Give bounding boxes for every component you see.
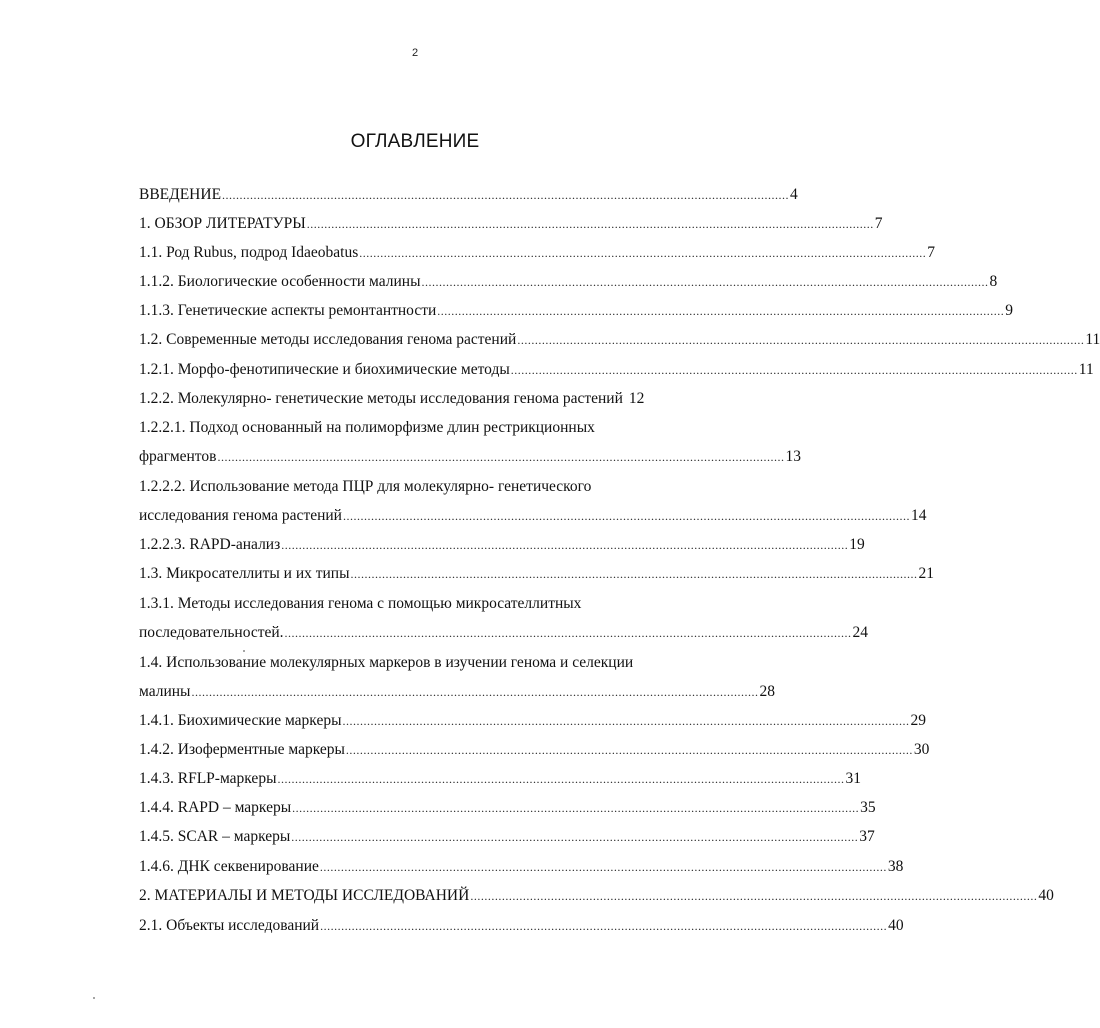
toc-entry-text: 1.3. Микросателлиты и их типы	[139, 565, 350, 582]
toc-entry-1-4-3[interactable]	[139, 768, 861, 790]
toc-entry-text: 1.4.4. RAPD – маркеры	[139, 799, 292, 816]
toc-entry-1-2-1[interactable]	[139, 359, 1094, 381]
toc-entry-page: 40	[888, 917, 904, 934]
toc-entry-text: 1.4.3. RFLP-маркеры	[139, 770, 277, 787]
toc-entry-1-4[interactable]	[139, 681, 775, 703]
toc-entry-page: 14	[910, 507, 927, 524]
toc-entry-text: 2. МАТЕРИАЛЫ И МЕТОДЫ ИССЛЕДОВАНИЙ	[139, 887, 470, 904]
toc-entry-introduction[interactable]	[139, 184, 798, 206]
leader-dots: ..................................................................................................................................................................	[350, 567, 918, 581]
toc-entry-text: 1.1. Род Rubus, подрод Idaeobatus	[139, 244, 359, 261]
scan-artifact	[93, 997, 95, 999]
toc-entry-text: 1.2.2.3. RAPD-анализ	[139, 536, 281, 553]
toc-entry-text: 1.4.1. Биохимические маркеры	[139, 712, 342, 729]
toc-entry-1-4-1[interactable]	[139, 710, 926, 732]
scan-artifact	[243, 650, 245, 652]
leader-dots: ..................................................................................................................................................................	[342, 714, 910, 728]
toc-entry-text: 1.2.2. Молекулярно- генетические методы исследования генома растений	[139, 390, 623, 407]
toc-entry-page: 29	[910, 712, 926, 729]
toc-entry-text: 1. ОБЗОР ЛИТЕРАТУРЫ	[139, 215, 306, 232]
toc-entry-text: исследования генома растений	[139, 507, 342, 524]
toc-entry-1-2-2-2[interactable]	[139, 505, 927, 527]
toc-entry-1-3-1[interactable]	[139, 622, 869, 644]
toc-entry-page: 28	[759, 683, 775, 700]
leader-dots: ..................................................................................................................................................................	[342, 509, 910, 523]
toc-entry-2-1[interactable]	[139, 915, 904, 937]
toc-entry-text: малины	[139, 683, 191, 700]
toc-entry-text: ВВЕДЕНИЕ	[139, 186, 222, 203]
toc-entry-text: 2.1. Объекты исследований	[139, 917, 320, 934]
toc-entry-page: 4	[790, 186, 798, 203]
leader-dots: ..................................................................................................................................................................	[292, 801, 860, 815]
leader-dots: ..................................................................................................................................................................	[320, 919, 888, 933]
toc-entry-1-2-2-1-line1[interactable]	[139, 417, 710, 439]
leader-dots: ..................................................................................................................................................................	[345, 743, 913, 757]
leader-dots: ..................................................................................................................................................................	[291, 830, 859, 844]
toc-entry-1-3[interactable]	[139, 563, 935, 585]
toc-entry-1-4-5[interactable]	[139, 826, 875, 848]
toc-entry-1-2-2-1[interactable]	[139, 446, 801, 468]
toc-entry-1-4-2[interactable]	[139, 739, 930, 761]
toc-entry-1-2[interactable]	[139, 329, 1100, 351]
toc-entry-page: 24	[852, 624, 869, 641]
toc-entry-page: 12	[628, 390, 645, 407]
toc-entry-page: 7	[927, 244, 935, 261]
toc-entry-1-2-2[interactable]	[139, 388, 710, 410]
toc-entry-page: 9	[1005, 302, 1014, 319]
toc-entry-page: 37	[859, 828, 875, 845]
toc-entry-1-3-1-line1[interactable]	[139, 593, 710, 615]
toc-entry-1-1-3[interactable]	[139, 300, 1014, 322]
toc-entry-page: 11	[1085, 331, 1100, 348]
toc-entry-text: 1.4. Использование молекулярных маркеров в изучении генома и селекции	[139, 654, 634, 671]
page-number: 2	[411, 47, 419, 59]
toc-entry-page: 19	[849, 536, 865, 553]
toc-entry-page: 31	[845, 770, 861, 787]
page-title: ОГЛАВЛЕНИЕ	[350, 131, 480, 152]
toc-entry-text: фрагментов	[139, 448, 217, 465]
toc-entry-text: 1.2.2.1. Подход основанный на полиморфизме длин рестрикционных	[139, 419, 595, 436]
toc-entry-page: 21	[918, 565, 935, 582]
leader-dots: ..................................................................................................................................................................	[191, 685, 759, 699]
toc-entry-text: 1.1.2. Биологические особенности малины	[139, 273, 421, 290]
leader-dots: ..................................................................................................................................................................	[277, 772, 845, 786]
toc-entry-page: 38	[887, 858, 904, 875]
toc-entry-text: 1.4.5. SCAR – маркеры	[139, 828, 291, 845]
toc-entry-page: 40	[1038, 887, 1054, 904]
toc-entry-2[interactable]	[139, 885, 1054, 907]
leader-dots: ..................................................................................................................................................................	[421, 275, 989, 289]
toc-entry-page: 30	[913, 741, 930, 758]
toc-entry-1-4-6[interactable]	[139, 856, 904, 878]
toc-entry-page: 13	[785, 448, 801, 465]
toc-entry-text: последовательностей.	[139, 624, 284, 641]
toc-entry-1-4-4[interactable]	[139, 797, 876, 819]
toc-entry-1-2-2-3[interactable]	[139, 534, 865, 556]
toc-entry-page: 8	[989, 273, 998, 290]
leader-dots: ..................................................................................................................................................................	[517, 333, 1085, 347]
leader-dots: ..................................................................................................................................................................	[284, 626, 852, 640]
leader-dots: ..................................................................................................................................................................	[217, 450, 785, 464]
toc-entry-1-1[interactable]	[139, 242, 935, 264]
leader-dots: ..................................................................................................................................................................	[470, 889, 1038, 903]
toc-entry-1-2-2-2-line1[interactable]	[139, 476, 710, 498]
toc-entry-text: 1.4.2. Изоферментные маркеры	[139, 741, 345, 758]
toc-entry-1[interactable]	[139, 213, 883, 235]
toc-entry-text: 1.2.1. Морфо-фенотипические и биохимические методы	[139, 361, 510, 378]
toc-entry-text: 1.2.2.2. Использование метода ПЦР для молекулярно- генетического	[139, 478, 592, 495]
leader-dots: ..................................................................................................................................................................	[222, 188, 790, 202]
toc-entry-1-4-line1[interactable]	[139, 652, 710, 674]
toc-entry-text: 1.4.6. ДНК секвенирование	[139, 858, 319, 875]
leader-dots: ..................................................................................................................................................................	[437, 304, 1005, 318]
toc-entry-page: 11	[1078, 361, 1094, 378]
leader-dots: ..................................................................................................................................................................	[359, 246, 927, 260]
leader-dots: ..................................................................................................................................................................	[510, 363, 1078, 377]
toc-entry-text: 1.1.3. Генетические аспекты ремонтантности	[139, 302, 437, 319]
leader-dots: ..................................................................................................................................................................	[281, 538, 849, 552]
leader-dots: ..................................................................................................................................................................	[306, 217, 874, 231]
toc-entry-page: 35	[860, 799, 876, 816]
leader-dots: ..................................................................................................................................................................	[319, 860, 887, 874]
toc-entry-text: 1.3.1. Методы исследования генома с помощью микросателлитных	[139, 595, 582, 612]
toc-entry-page: 7	[874, 215, 883, 232]
toc-entry-text: 1.2. Современные методы исследования генома растений	[139, 331, 517, 348]
toc-entry-1-1-2[interactable]	[139, 271, 998, 293]
